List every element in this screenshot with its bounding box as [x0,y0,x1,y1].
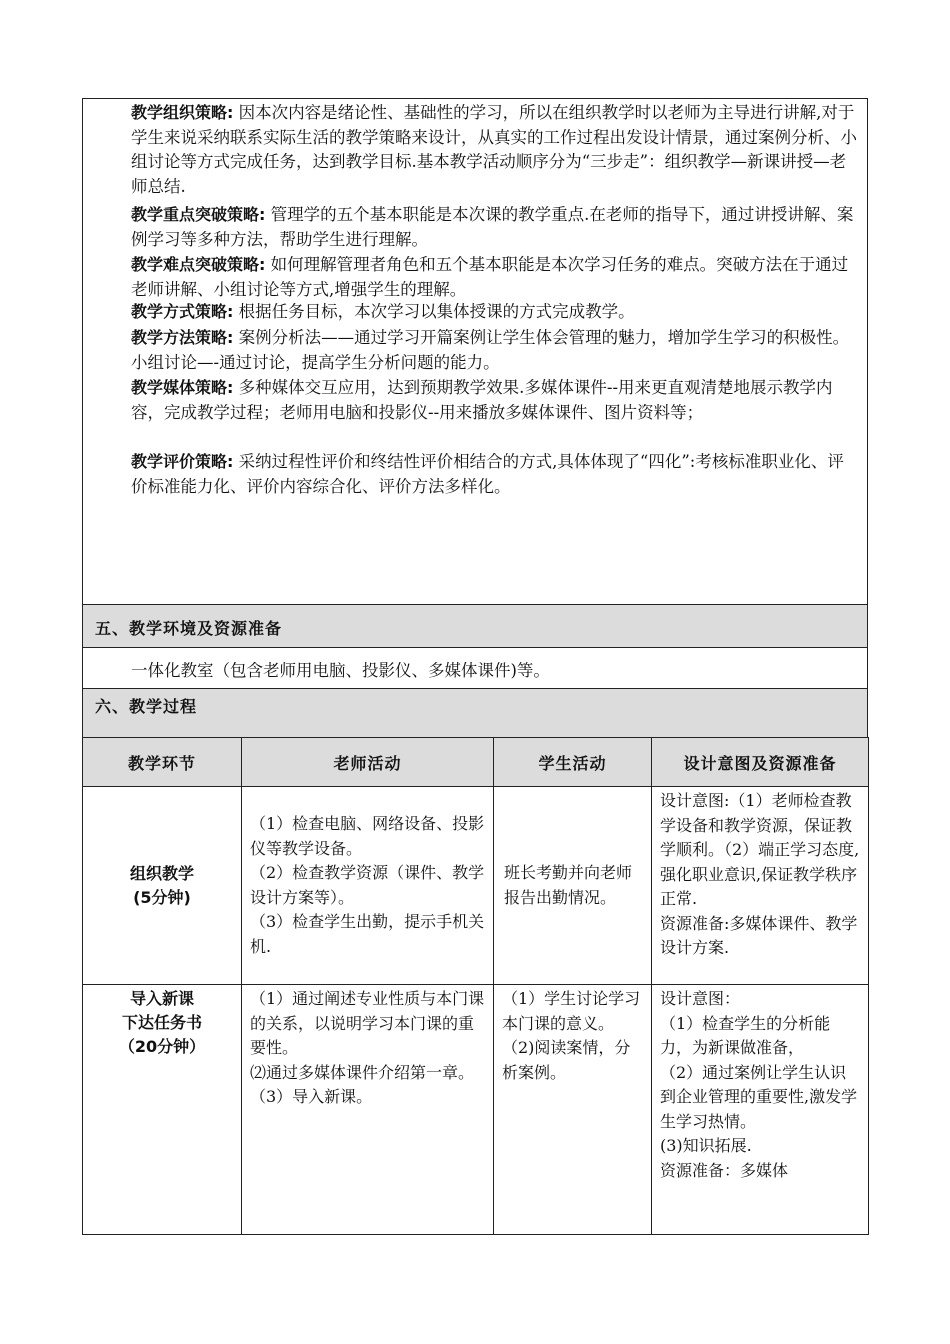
strategy-label: 教学方法策略: [131,328,234,347]
student-cell [494,787,652,985]
design-text: 设计意图:（1）老师检查教学设备和教学资源，保证教学顺利。（2）端正学习态度,强化职业意识,保证教学秩序正常. 资源准备:多媒体课件、教学设计方案. [660,791,860,957]
strategy-label: 教学媒体策略: [131,378,234,397]
environment-text: 一体化教室（包含老师用电脑、投影仪、多媒体课件)等。 [131,661,550,680]
strategy-label: 教学重点突破策略: [131,205,266,224]
strategy-text: 根据任务目标，本次学习以集体授课的方式完成教学。 [238,302,635,321]
strategy-text: 如何理解管理者角色和五个基本职能是本次学习任务的难点。突破方法在于通过老师讲解、小组讨论等方式,增强学生的理解。 [131,255,849,299]
strategy-media [131,376,859,425]
stage-text: 导入新课 下达任务书 （20分钟） [118,989,206,1056]
strategy-label: 教学评价策略: [131,452,234,471]
teacher-cell [242,787,494,985]
teacher-text: （1）检查电脑、网络设备、投影仪等教学设备。 （2）检查教学资源（课件、教学设计方案等）。 （3）检查学生出勤，提示手机关机. [250,814,485,956]
student-text: （1）学生讨论学习本门课的意义。 （2)阅读案情，分析案例。 [502,989,641,1082]
header-student: 学生活动 [494,738,652,787]
teacher-cell [242,985,494,1235]
stage-text: 组织教学 (5分钟) [129,863,194,907]
table-row [83,985,869,1235]
strategy-text: 因本次内容是绪论性、基础性的学习，所以在组织教学时以老师为主导进行讲解,对于学生来说采纳联系实际生活的教学策略来设计，从真实的工作过程出发设计情景，通过案例分析、小组讨论等方式完成任务，达到教学目标.基本教学活动顺序分为“三步走”：组织教学—新课讲授—老师总结. [131,103,857,196]
strategy-label: 教学方式策略: [131,302,234,321]
student-text: 班长考勤并向老师报告出勤情况。 [504,863,633,907]
strategy-text: 案例分析法——通过学习开篇案例让学生体会管理的魅力，增加学生学习的积极性。小组讨论—-通过讨论，提高学生分析问题的能力。 [131,328,850,372]
design-cell [652,787,869,985]
strategy-difficult-points [131,253,859,302]
section5-title: 五、教学环境及资源准备 [95,619,283,638]
environment-row [82,647,868,689]
teacher-text: （1）通过阐述专业性质与本门课的关系，以说明学习本门课的重要性。 ⑵通过多媒体课件介绍第一章。 （3）导入新课。 [250,989,485,1106]
header-stage: 教学环节 [83,738,242,787]
student-cell [494,985,652,1235]
table-row [83,787,869,985]
strategy-method [131,326,859,375]
strategy-evaluation [131,450,859,499]
strategy-text: 多种媒体交互应用，达到预期教学效果.多媒体课件--用来更直观清楚地展示教学内容，完成教学过程；老师用电脑和投影仪--用来播放多媒体课件、图片资料等； [131,378,833,422]
strategy-text: 采纳过程性评价和终结性评价相结合的方式,具体体现了“四化”:考核标准职业化、评价标准能力化、评价内容综合化、评价方法多样化。 [131,452,844,496]
design-text: 设计意图： （1）检查学生的分析能力，为新课做准备， （2）通过案例让学生认识到企业管理的重要性,激发学生学习热情。 (3)知识拓展. 资源准备：多媒体 [660,989,858,1180]
header-teacher: 老师活动 [242,738,494,787]
strategy-block [82,98,868,604]
strategy-text: 管理学的五个基本职能是本次课的教学重点.在老师的指导下，通过讲授讲解、案例学习等多种方法，帮助学生进行理解。 [131,205,854,249]
section6-title: 六、教学过程 [95,697,198,716]
section5-header [82,604,868,648]
strategy-label: 教学组织策略: [131,103,234,122]
teaching-process-table [82,737,869,1235]
header-design: 设计意图及资源准备 [652,738,869,787]
stage-cell [83,787,242,985]
strategy-key-points [131,203,859,252]
strategy-mode [131,300,859,325]
table-header-row [83,738,869,787]
strategy-organization [131,101,859,199]
stage-cell [83,985,242,1235]
design-cell [652,985,869,1235]
section6-header [82,688,868,738]
strategy-label: 教学难点突破策略: [131,255,266,274]
